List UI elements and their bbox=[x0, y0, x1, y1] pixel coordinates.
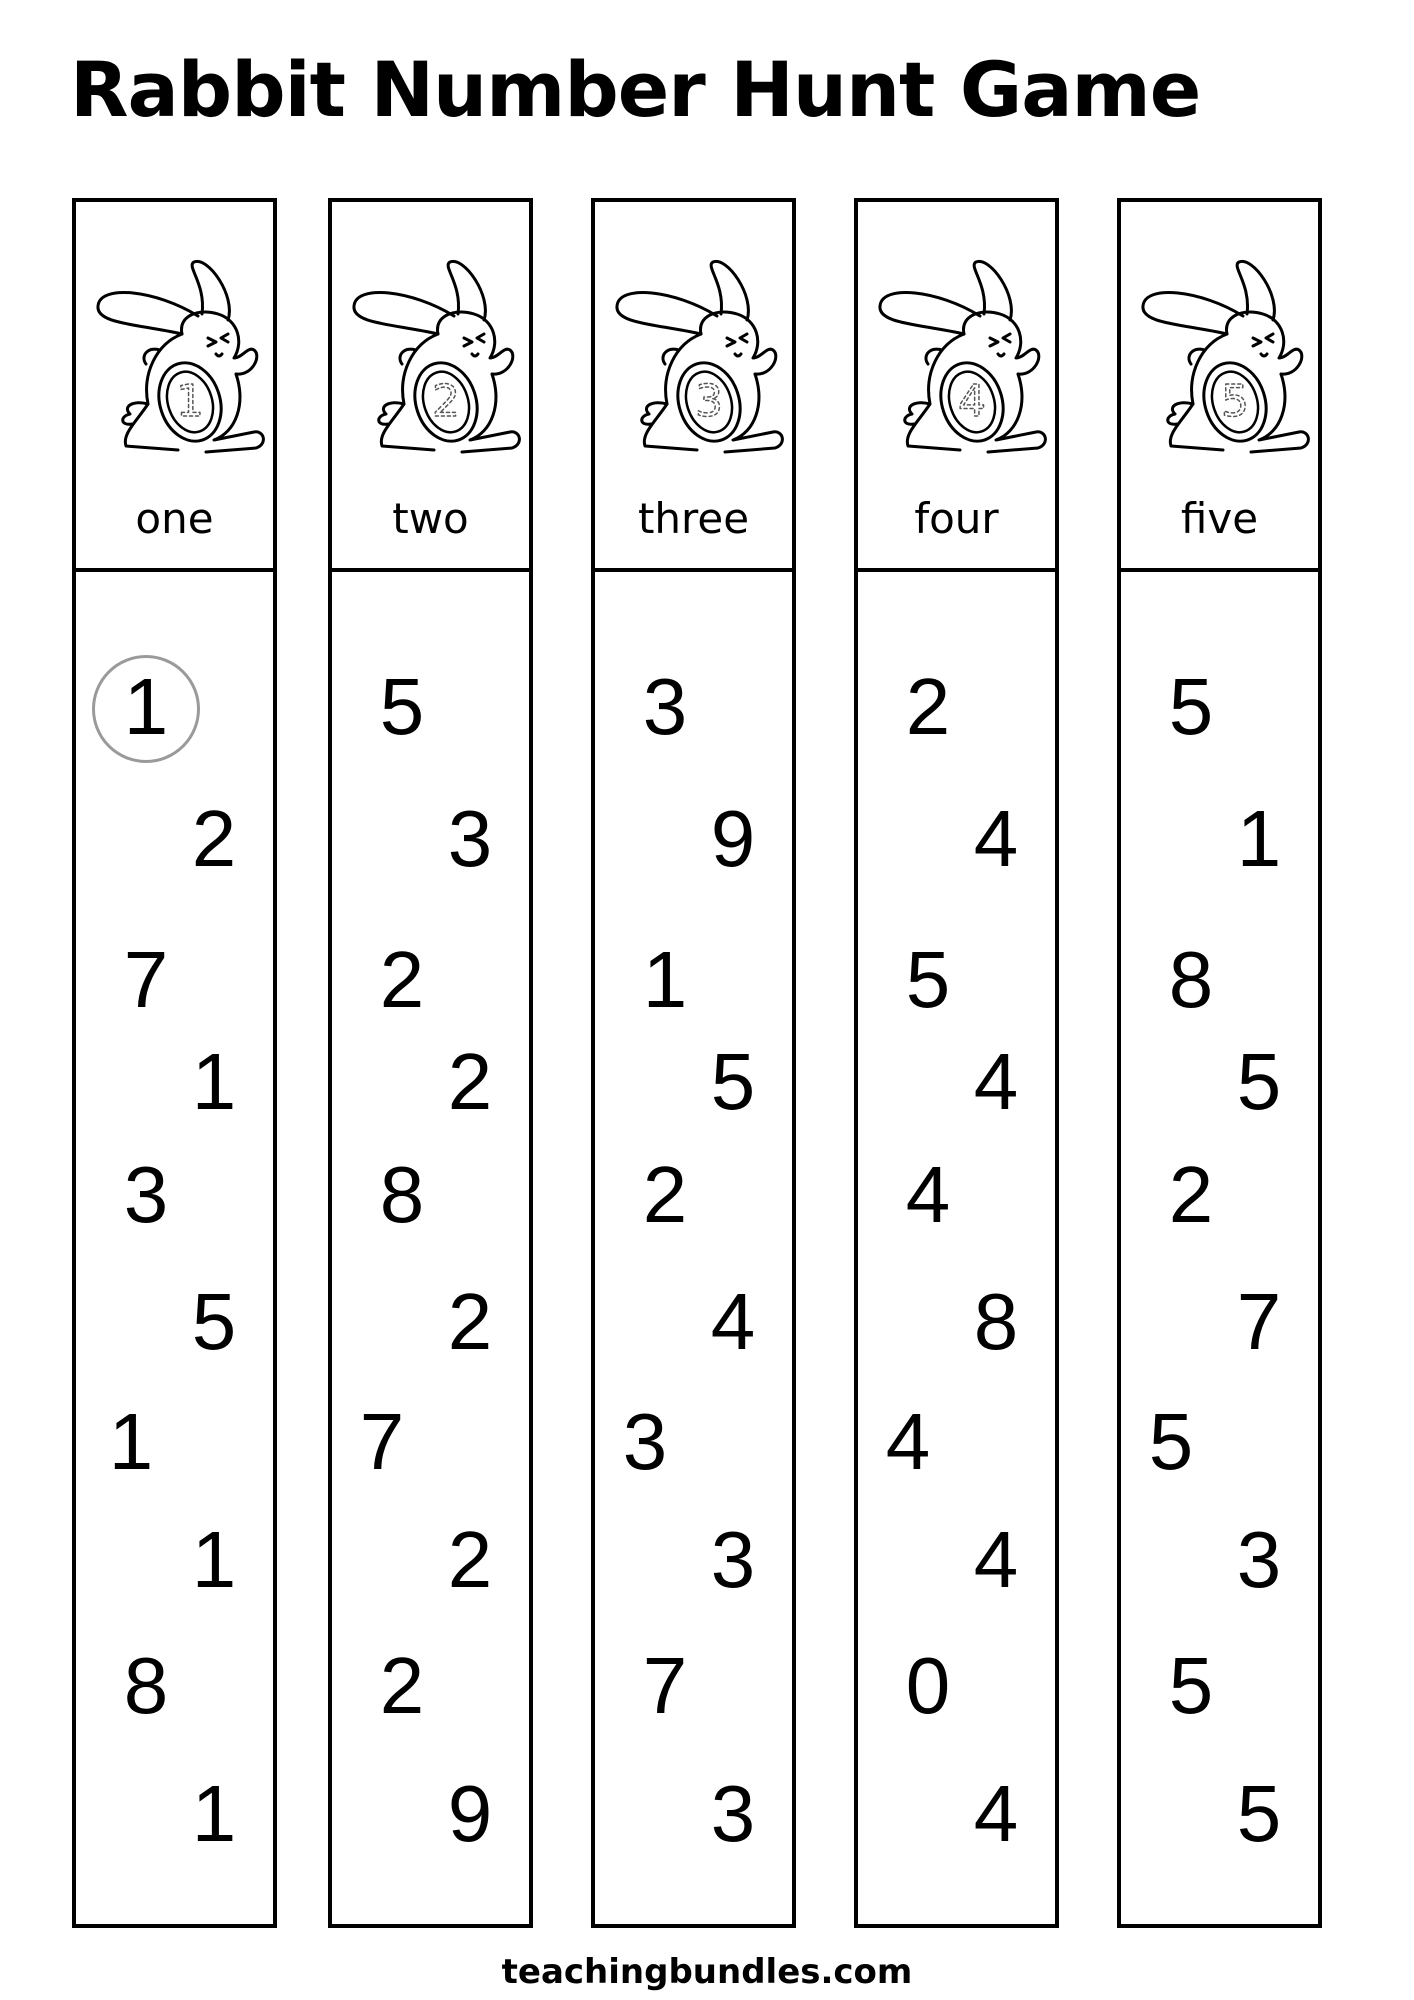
hunt-number[interactable]: 7 bbox=[123, 935, 169, 1024]
hunt-number[interactable]: 0 bbox=[905, 1641, 951, 1730]
number-strip-three bbox=[591, 198, 796, 1928]
hunt-number[interactable]: 8 bbox=[379, 1150, 425, 1239]
hunt-number[interactable]: 1 bbox=[191, 1769, 237, 1858]
hunt-number[interactable]: 3 bbox=[642, 662, 688, 751]
hunt-number[interactable]: 2 bbox=[447, 1515, 493, 1604]
number-strip-two bbox=[328, 198, 533, 1928]
number-strip-five bbox=[1117, 198, 1322, 1928]
hunt-number[interactable]: 2 bbox=[905, 662, 951, 751]
hunt-number[interactable]: 2 bbox=[1168, 1150, 1214, 1239]
rabbit-icon bbox=[342, 254, 527, 459]
hunt-number[interactable]: 3 bbox=[123, 1150, 169, 1239]
hunt-number[interactable]: 2 bbox=[379, 935, 425, 1024]
hunt-number[interactable]: 8 bbox=[123, 1641, 169, 1730]
svg-text:5: 5 bbox=[1221, 376, 1249, 427]
strip-header bbox=[76, 202, 273, 572]
rabbit-icon bbox=[868, 254, 1053, 459]
hunt-number[interactable]: 5 bbox=[905, 935, 951, 1024]
hunt-number[interactable]: 1 bbox=[108, 1397, 154, 1486]
hunt-number[interactable]: 9 bbox=[447, 1769, 493, 1858]
hunt-number[interactable]: 2 bbox=[379, 1641, 425, 1730]
hunt-number[interactable]: 1 bbox=[191, 1515, 237, 1604]
number-strip-four bbox=[854, 198, 1059, 1928]
number-strip-one bbox=[72, 198, 277, 1928]
hunt-number[interactable]: 4 bbox=[885, 1397, 931, 1486]
number-word: two bbox=[392, 494, 469, 543]
strip-header bbox=[1121, 202, 1318, 572]
svg-text:4: 4 bbox=[958, 376, 986, 427]
svg-text:1: 1 bbox=[176, 376, 204, 427]
hunt-number[interactable]: 3 bbox=[1236, 1515, 1282, 1604]
hunt-number[interactable]: 4 bbox=[973, 1515, 1019, 1604]
number-word: four bbox=[914, 494, 999, 543]
hunt-number[interactable]: 1 bbox=[1236, 794, 1282, 883]
hunt-number[interactable]: 8 bbox=[973, 1277, 1019, 1366]
hunt-number[interactable]: 2 bbox=[642, 1150, 688, 1239]
hunt-number[interactable]: 4 bbox=[973, 794, 1019, 883]
strip-header bbox=[332, 202, 529, 572]
svg-text:3: 3 bbox=[695, 376, 723, 427]
hunt-number[interactable]: 5 bbox=[379, 662, 425, 751]
hunt-number[interactable]: 7 bbox=[1236, 1277, 1282, 1366]
rabbit-icon bbox=[86, 254, 271, 459]
hunt-number[interactable]: 1 bbox=[191, 1037, 237, 1126]
rabbit-icon bbox=[1131, 254, 1316, 459]
hunt-number[interactable]: 5 bbox=[1236, 1037, 1282, 1126]
hunt-number[interactable]: 4 bbox=[905, 1150, 951, 1239]
number-word: one bbox=[135, 494, 214, 543]
hunt-number[interactable]: 4 bbox=[973, 1037, 1019, 1126]
hunt-number[interactable]: 2 bbox=[191, 794, 237, 883]
hunt-number[interactable]: 5 bbox=[1236, 1769, 1282, 1858]
hunt-number[interactable]: 2 bbox=[447, 1277, 493, 1366]
hunt-number[interactable]: 7 bbox=[642, 1641, 688, 1730]
hunt-number[interactable]: 3 bbox=[622, 1397, 668, 1486]
hunt-number[interactable]: 5 bbox=[1148, 1397, 1194, 1486]
hunt-number[interactable]: 3 bbox=[710, 1515, 756, 1604]
hunt-number[interactable]: 5 bbox=[191, 1277, 237, 1366]
hunt-number[interactable]: 9 bbox=[710, 794, 756, 883]
hunt-number[interactable]: 5 bbox=[1168, 662, 1214, 751]
hunt-number[interactable]: 1 bbox=[642, 935, 688, 1024]
page-title: Rabbit Number Hunt Game bbox=[70, 45, 1201, 134]
hunt-number[interactable]: 4 bbox=[973, 1769, 1019, 1858]
number-word: five bbox=[1180, 494, 1259, 543]
hunt-number[interactable]: 7 bbox=[359, 1397, 405, 1486]
hunt-number[interactable]: 8 bbox=[1168, 935, 1214, 1024]
strip-header bbox=[858, 202, 1055, 572]
hunt-number[interactable]: 5 bbox=[710, 1037, 756, 1126]
hunt-number[interactable]: 3 bbox=[447, 794, 493, 883]
hunt-number[interactable]: 5 bbox=[1168, 1641, 1214, 1730]
hunt-number[interactable]: 3 bbox=[710, 1769, 756, 1858]
hunt-number[interactable]: 1 bbox=[123, 662, 169, 751]
strip-header bbox=[595, 202, 792, 572]
svg-text:2: 2 bbox=[432, 376, 460, 427]
footer-website: teachingbundles.com bbox=[501, 1952, 913, 1992]
number-word: three bbox=[637, 494, 750, 543]
hunt-number[interactable]: 4 bbox=[710, 1277, 756, 1366]
rabbit-icon bbox=[605, 254, 790, 459]
hunt-number[interactable]: 2 bbox=[447, 1037, 493, 1126]
